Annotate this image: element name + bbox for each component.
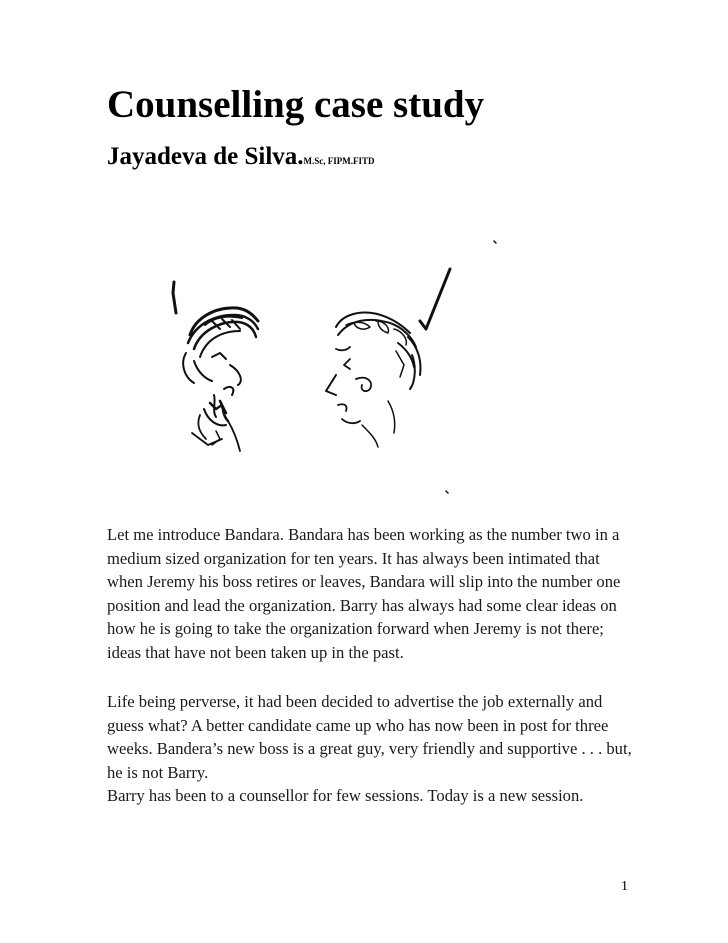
document-title: Counselling case study <box>107 83 485 126</box>
author-line <box>107 142 375 176</box>
paragraph-introduction: Let me introduce Bandara. Bandara has been working as the number two in a medium sized organization for ten years. It has always been intimated that when Jeremy his boss retires or leaves, Bandara will slip into the number one position and lead the organization. Barry has always had some clear ideas on how he is going to take the organization forward when Jeremy is not there; ideas that have not been taken up in the past. <box>107 525 621 662</box>
author-credentials: M.Sc, FIPM.FITD <box>303 156 375 166</box>
page-number: 1 <box>621 879 628 894</box>
sketch-of-two-faces-icon <box>150 225 550 515</box>
author-name: Jayadeva de Silva. <box>107 143 304 170</box>
paragraph-new-boss: Life being perverse, it had been decided to advertise the job externally and guess what? A better candidate came up who has now been in post for three weeks. Bandera’s new boss is a great guy, very friendly and supportive . . . but, he is not Barry. <box>107 692 632 782</box>
paragraph-counsellor: Barry has been to a counsellor for few sessions. Today is a new session. <box>107 786 584 805</box>
